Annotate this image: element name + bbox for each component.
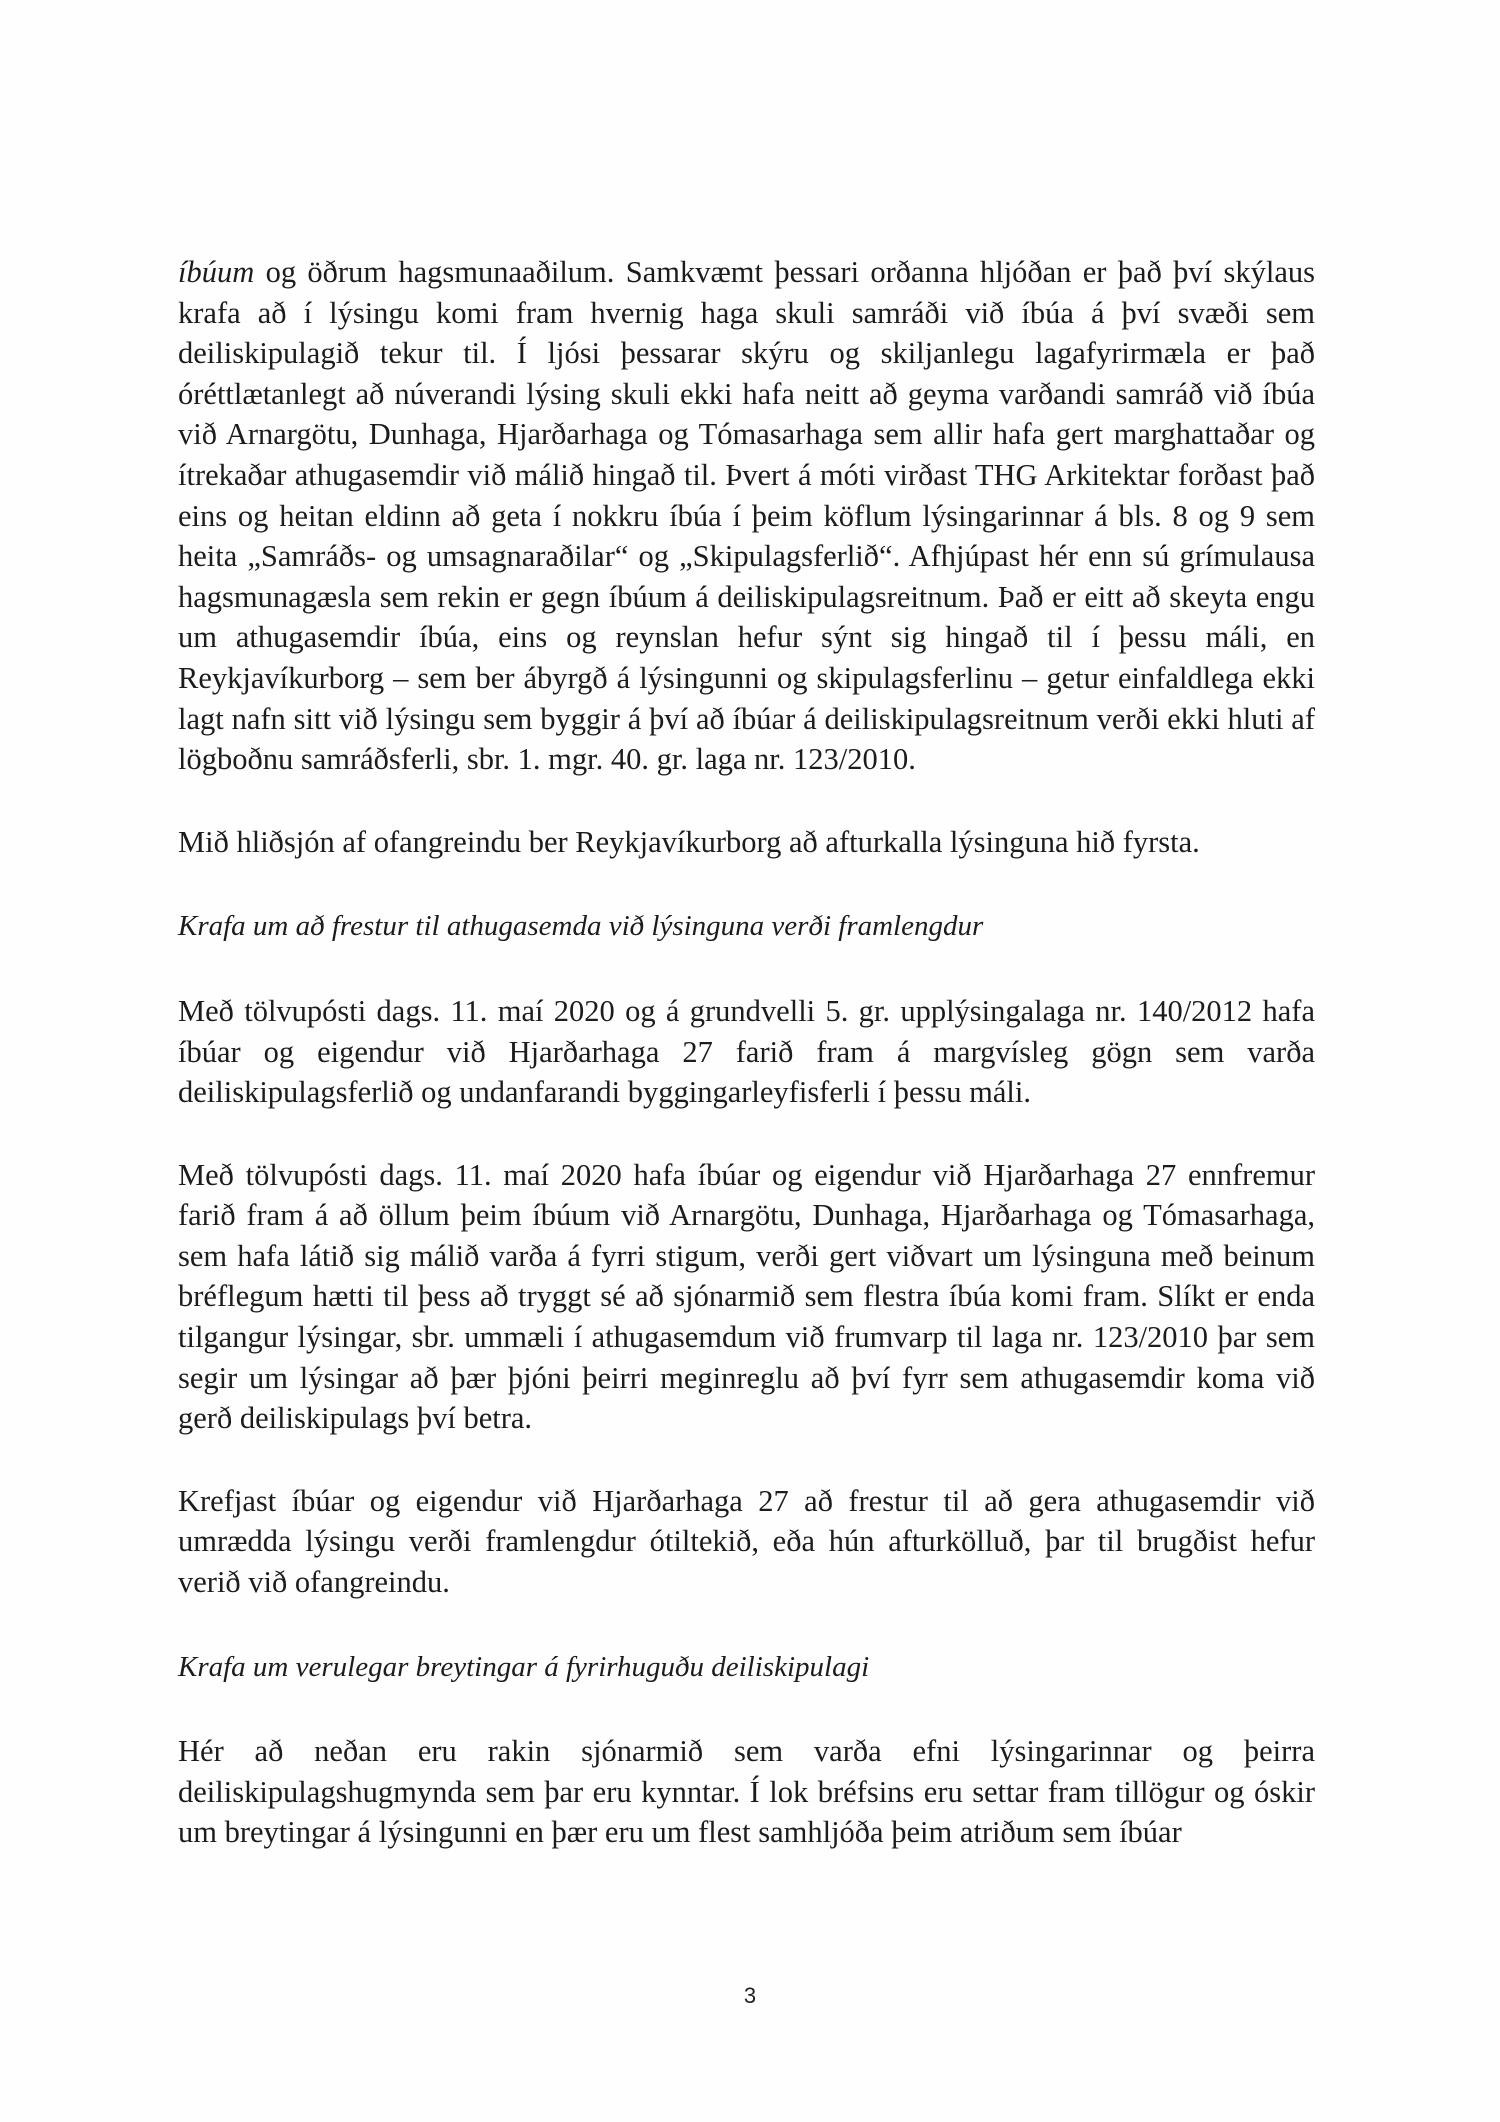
section-heading-changes: Krafa um verulegar breytingar á fyrirhuguðu deiliskipulagi [178, 1650, 870, 1683]
paragraph-3: Með tölvupósti dags. 11. maí 2020 og á grundvelli 5. gr. upplýsingalaga nr. 140/2012 hafa íbúar og eigendur við Hjarðarhaga 27 farið fram á margvísleg gögn sem varða deiliskipulagsferlið og undanfarandi byggingarleyfisferli í þessu máli. [178, 993, 1315, 1110]
paragraph-2: Mið hliðsjón af ofangreindu ber Reykjavíkurborg að afturkalla lýsinguna hið fyrsta. [178, 824, 1200, 859]
paragraph-1-lead: íbúum [178, 255, 255, 289]
page-number: 3 [743, 1983, 757, 2008]
paragraph-1 [178, 252, 1315, 780]
paragraph-6: Hér að neðan eru rakin sjónarmið sem varða efni lýsingarinnar og þeirra deiliskipulagshugmynda sem þar eru kynntar. Í lok bréfsins eru settar fram tillögur og óskir um breytingar á lýsingunni en þær eru um flest samhljóða þeim atriðum sem íbúar [178, 1734, 1315, 1850]
paragraph-1-text: og öðrum hagsmunaaðilum. Samkvæmt þessari orðanna hljóðan er það því skýlaus krafa að í lýsingu komi fram hvernig haga skuli samráði við íbúa á því svæði sem deiliskipulagið tekur til. Í ljósi þessarar skýru og skiljanlegu lagafyrirmæla er það óréttlætanlegt að núverandi lýsing skuli ekki hafa neitt að geyma varðandi samráð við íbúa við Arnargötu, Dunhaga, Hjarðarhaga og Tómasarhaga sem allir hafa gert marghattaðar og ítrekaðar athugasemdir við málið hingað til. Þvert á móti virðast THG Arkitektar forðast það eins og heitan eldinn að geta í nokkru íbúa í þeim köflum lýsingarinnar á bls. 8 og 9 sem heita „Samráðs- og umsagnaraðilar“ og „Skipulagsferlið“. Afhjúpast hér enn sú grímulausa hagsmunagæsla sem rekin er gegn íbúum á deiliskipulagsreitnum. Það er eitt að skeyta engu um athugasemdir íbúa, eins og reynslan hefur sýnt sig hingað til í þessu máli, en Reykjavíkurborg – sem ber ábyrgð á lýsingunni og skipulagsferlinu – getur einfaldlega ekki lagt nafn sitt við lýsingu sem byggir á því að íbúar á deiliskipulagsreitnum verði ekki hluti af lögboðnu samráðsferli, sbr. 1. mgr. 40. gr. laga nr. 123/2010. [178, 255, 1315, 777]
section-heading-deadline: Krafa um að frestur til athugasemda við lýsinguna verði framlengdur [178, 910, 984, 943]
page-body [178, 252, 1315, 1853]
paragraph-5: Krefjast íbúar og eigendur við Hjarðarhaga 27 að frestur til að gera athugasemdir við umrædda lýsingu verði framlengdur ótiltekið, eða hún afturkölluð, þar til brugðist hefur verið við ofangreindu. [178, 1483, 1315, 1600]
paragraph-4: Með tölvupósti dags. 11. maí 2020 hafa íbúar og eigendur við Hjarðarhaga 27 ennfremur farið fram á að öllum þeim íbúum við Arnargötu, Dunhaga, Hjarðarhaga og Tómasarhaga, sem hafa látið sig málið varða á fyrri stigum, verði gert viðvart um lýsinguna með beinum bréflegum hætti til þess að tryggt sé að sjónarmið sem flestra íbúa komi fram. Slíkt er enda tilgangur lýsingar, sbr. ummæli í athugasemdum við frumvarp til laga nr. 123/2010 þar sem segir um lýsingar að þær þjóni þeirri meginreglu að því fyrr sem athugasemdir koma við gerð deiliskipulags því betra. [178, 1157, 1315, 1436]
